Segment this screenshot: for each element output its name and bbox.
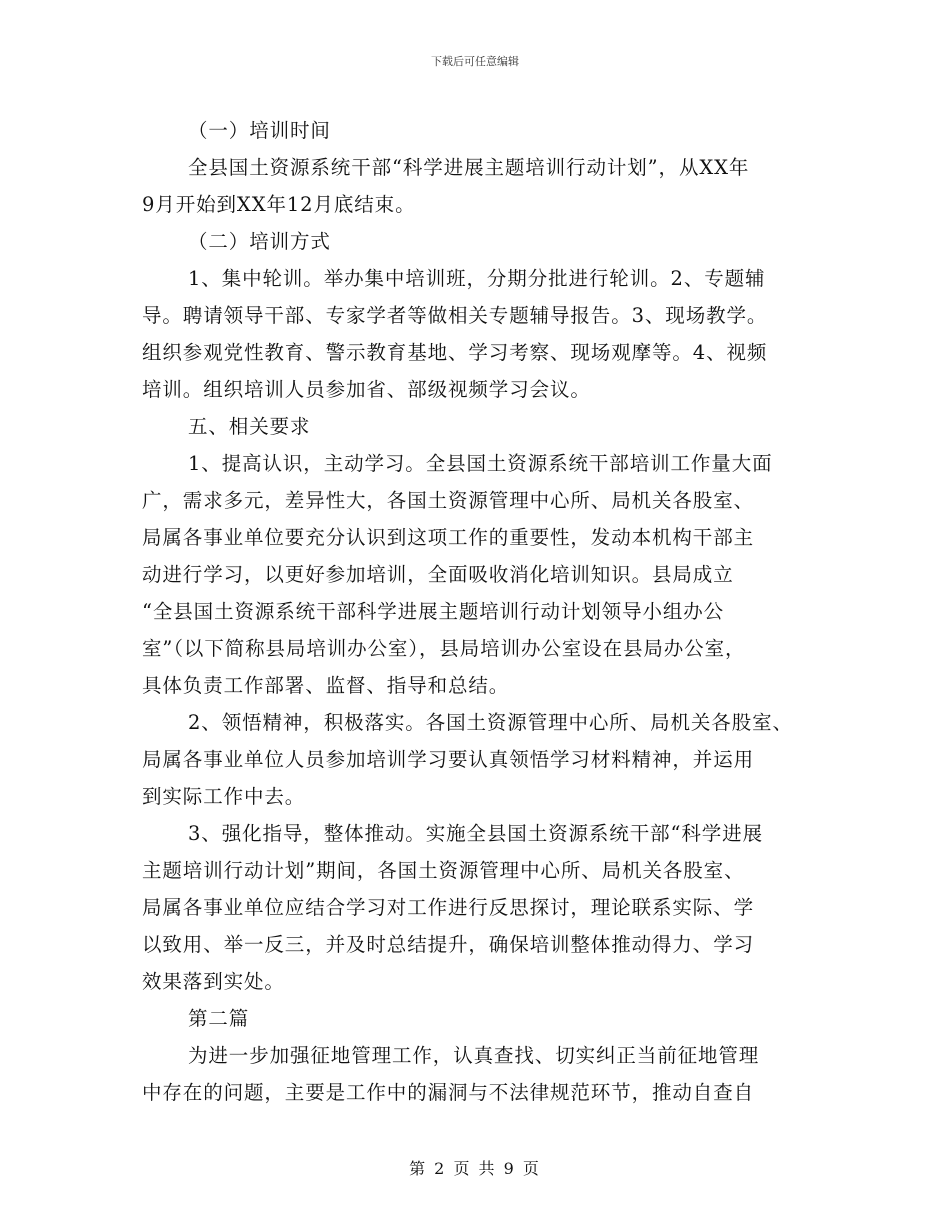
text-line: 培训。组织培训人员参加省、部级视频学习会议。: [142, 378, 591, 401]
text-line: 第二篇: [188, 1007, 250, 1030]
text-line: 具体负责工作部署、监督、指导和总结。: [142, 674, 510, 697]
text-line: 局属各事业单位应结合学习对工作进行反思探讨，理论联系实际、学: [142, 896, 755, 919]
page-header: 下载后可任意编辑: [431, 55, 519, 68]
text-line: 到实际工作中去。: [142, 785, 306, 808]
page-footer: 第 2 页 共 9 页: [409, 1159, 541, 1178]
text-line: （一）培训时间: [188, 119, 331, 142]
text-line: 局属各事业单位人员参加培训学习要认真领悟学习材料精神，并运用: [142, 748, 755, 771]
text-line: 2、领悟精神，积极落实。各国土资源管理中心所、局机关各股室、: [188, 711, 793, 734]
text-line: 广，需求多元，差异性大，各国土资源管理中心所、局机关各股室、: [142, 489, 755, 512]
text-line: 1、提高认识，主动学习。全县国土资源系统干部培训工作量大面: [188, 452, 773, 475]
text-line: “全县国土资源系统干部科学进展主题培训行动计划领导小组办公: [142, 600, 725, 623]
text-line: （二）培训方式: [188, 230, 331, 253]
text-line: 动进行学习，以更好参加培训，全面吸收消化培训知识。县局成立: [142, 563, 734, 586]
text-line: 为进一步加强征地管理工作，认真查找、切实纠正当前征地管理: [188, 1044, 760, 1067]
text-line: 主题培训行动计划”期间，各国土资源管理中心所、局机关各股室、: [142, 859, 745, 882]
document-body: [142, 112, 822, 1111]
text-line: 1、集中轮训。举办集中培训班，分期分批进行轮训。2、专题辅: [188, 267, 766, 290]
text-line: 组织参观党性教育、警示教育基地、学习考察、现场观摩等。4、视频: [142, 341, 768, 364]
text-line: 9月开始到XX年12月底结束。: [142, 193, 416, 216]
text-line: 中存在的问题，主要是工作中的漏洞与不法律规范环节，推动自查自: [142, 1081, 755, 1104]
text-line: 五、相关要求: [188, 415, 311, 438]
text-line: 效果落到实处。: [142, 970, 285, 993]
text-line: 局属各事业单位要充分认识到这项工作的重要性，发动本机构干部主: [142, 526, 755, 549]
text-line: 3、强化指导，整体推动。实施全县国土资源系统干部“科学进展: [188, 822, 763, 845]
text-line: 导。聘请领导干部、专家学者等做相关专题辅导报告。3、现场教学。: [142, 304, 768, 327]
text-line: 以致用、举一反三，并及时总结提升，确保培训整体推动得力、学习: [142, 933, 755, 956]
text-line: 室”（以下简称县局培训办公室），县局培训办公室设在县局办公室，: [142, 637, 746, 660]
text-line: 全县国土资源系统干部“科学进展主题培训行动计划”，从XX年: [188, 156, 750, 179]
